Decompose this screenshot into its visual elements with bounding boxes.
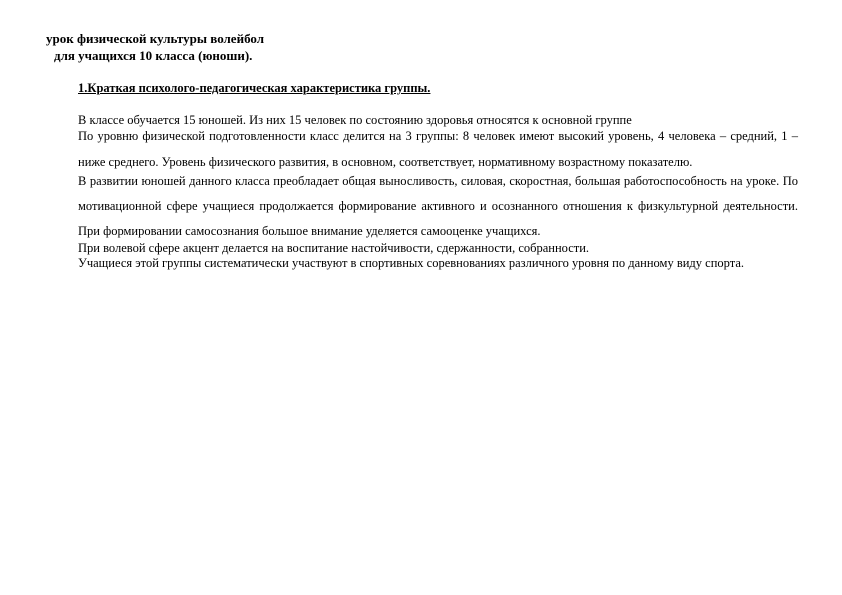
paragraph-competitions: Учащиеся этой группы систематически участвуют в спортивных соревнованиях различного уровня по данному виду спорта. <box>78 256 745 270</box>
lesson-title: урок физической культуры волейбол <box>46 31 265 46</box>
section-heading: 1.Краткая психолого-педагогическая характеристика группы. <box>78 81 431 95</box>
paragraph-class-size: В классе обучается 15 юношей. Из них 15 человек по состоянию здоровья относятся к основной группе <box>78 113 632 127</box>
paragraph-development: В развитии юношей данного класса преобладает общая выносливость, силовая, скоростная, большая работоспособность на уроке. По мотивационной сфере учащиеся продолжается формирование активного и осознанного отношения к физкультурной деятельности. При формировании самосознания большое внимание уделяется самооценке учащихся. <box>78 174 798 238</box>
lesson-header <box>46 30 264 64</box>
paragraph-volitional: При волевой сфере акцент делается на воспитание настойчивости, сдержанности, собранности. <box>78 241 590 255</box>
paragraph-physical-level: По уровню физической подготовленности класс делится на 3 группы: 8 человек имеют высокий уровень, 4 человека – средний, 1 – ниже среднего. Уровень физического развития, в основном, соответствует, нормативному возрастному показателю. <box>78 129 798 169</box>
section-body <box>78 112 798 277</box>
lesson-subtitle: для учащихся 10 класса (юноши). <box>54 48 253 63</box>
